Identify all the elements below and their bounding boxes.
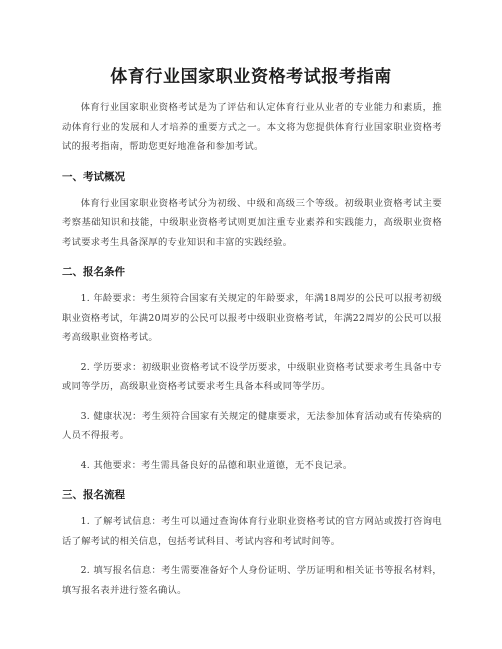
requirement-education: 2. 学历要求：初级职业资格考试不设学历要求，中级职业资格考试要求考生具备中专或同等学历，高级职业资格考试要求考生具备本科或同等学历。 bbox=[62, 361, 442, 392]
requirement-other: 4. 其他要求：考生需具备良好的品德和职业道德，无不良记录。 bbox=[80, 459, 353, 471]
document-content bbox=[62, 98, 442, 610]
section-heading-requirements: 二、报名条件 bbox=[62, 266, 125, 278]
section-overview bbox=[62, 167, 442, 253]
requirement-age: 1. 年龄要求：考生须符合国家有关规定的年龄要求，年满18周岁的公民可以报考初级职业资格考试，年满20周岁的公民可以报考中级职业资格考试，年满22周岁的公民可以报考高级职业资格考试。 bbox=[62, 293, 442, 343]
process-step-1: 1. 了解考试信息：考生可以通过查询体育行业职业资格考试的官方网站或拨打咨询电话了解考试的相关信息，包括考试科目、考试内容和考试时间等。 bbox=[62, 516, 442, 547]
section-requirements bbox=[62, 262, 442, 475]
process-step-2: 2. 填写报名信息：考生需要准备好个人身份证明、学历证明和相关证书等报名材料，填写报名表并进行签名确认。 bbox=[62, 565, 442, 596]
section-heading-overview: 一、考试概况 bbox=[62, 170, 125, 183]
intro-paragraph: 体育行业国家职业资格考试是为了评估和认定体育行业从业者的专业能力和素质，推动体育行业的发展和人才培养的重要方式之一。本文将为您提供体育行业国家职业资格考试的报考指南，帮助您更好地准备和参加考试。 bbox=[62, 102, 442, 152]
document-title: 体育行业国家职业资格考试报考指南 bbox=[110, 67, 392, 87]
section-heading-process: 三、报名流程 bbox=[62, 489, 125, 501]
overview-paragraph: 体育行业国家职业资格考试分为初级、中级和高级三个等级。初级职业资格考试主要考察基础知识和技能，中级职业资格考试则更加注重专业素养和实践能力，高级职业资格考试要求考生具备深厚的专业知识和丰富的实践经验。 bbox=[62, 197, 442, 248]
section-process bbox=[62, 485, 442, 600]
requirement-health: 3. 健康状况：考生须符合国家有关规定的健康要求，无法参加体育活动或有传染病的人员不得报考。 bbox=[62, 410, 442, 441]
